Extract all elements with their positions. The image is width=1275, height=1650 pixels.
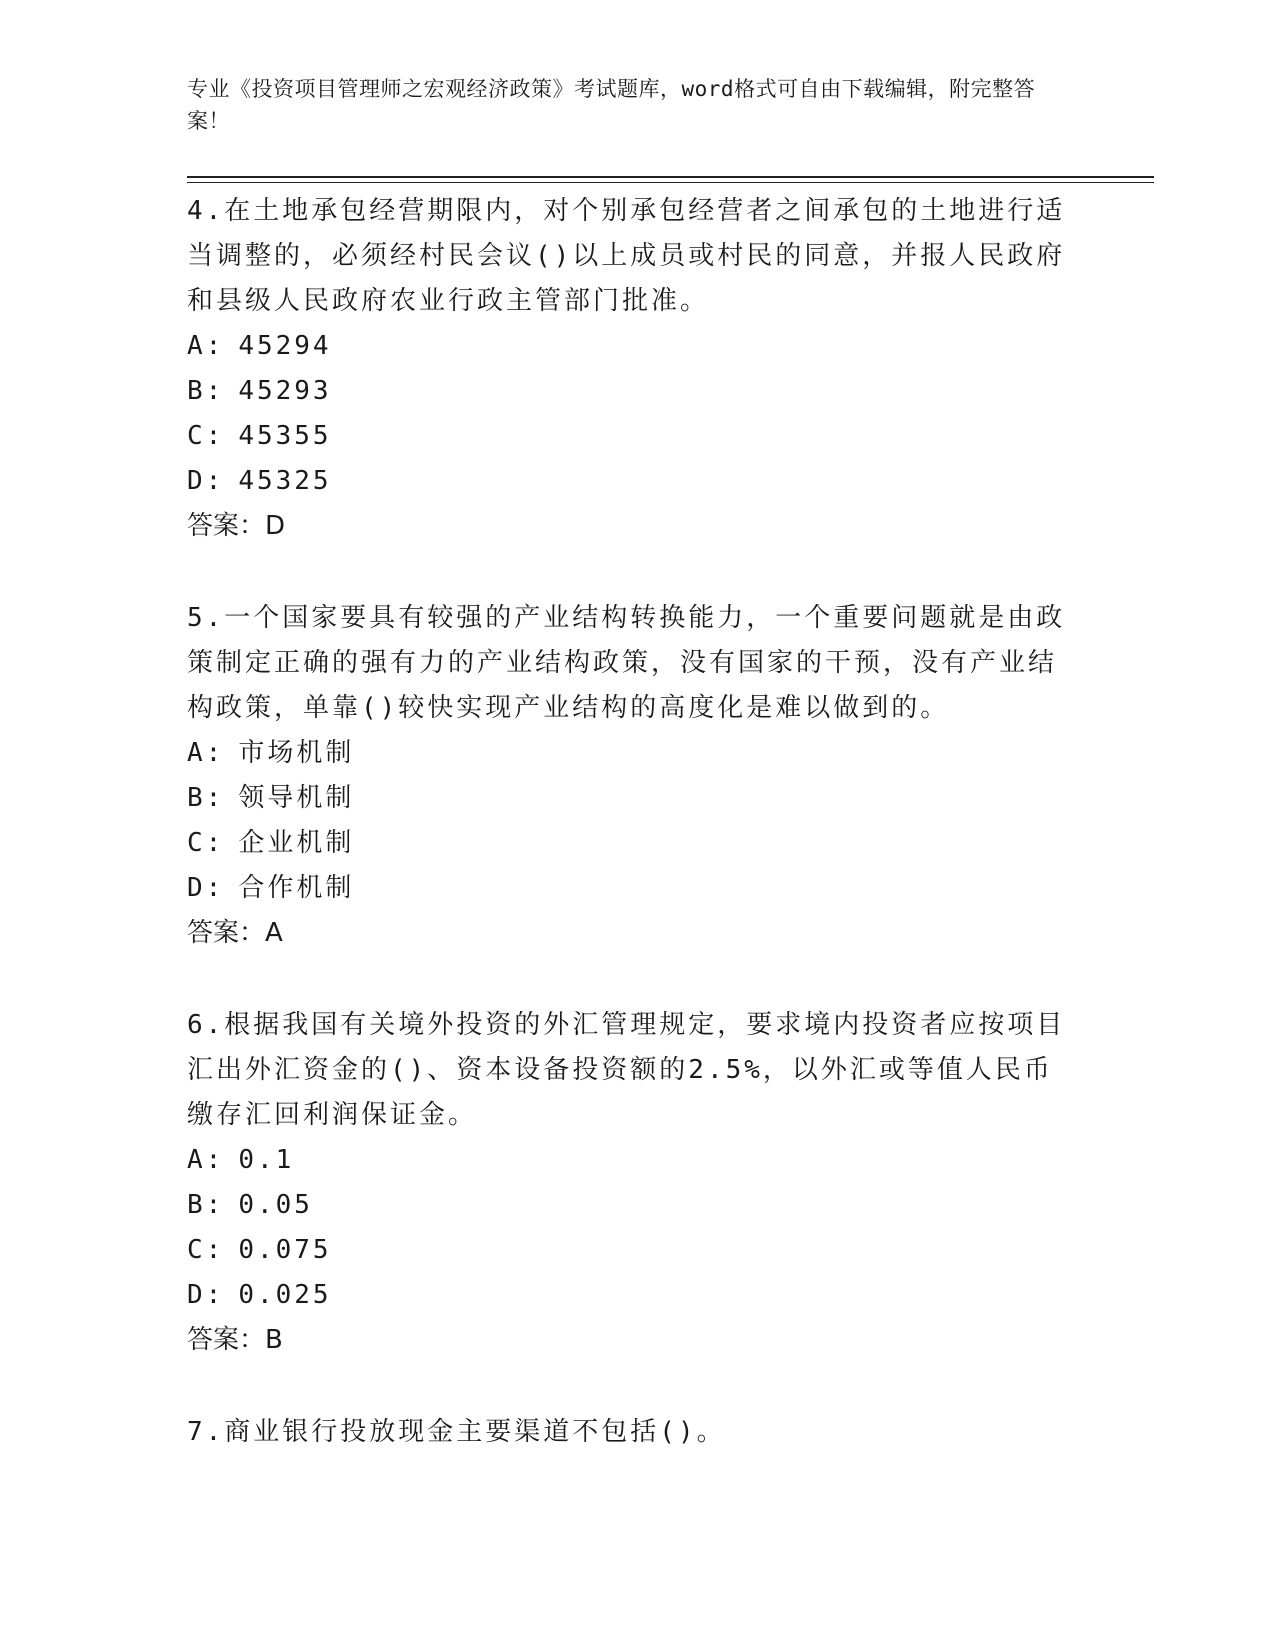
option-value: 45294 [238, 331, 332, 361]
option-a [187, 1138, 1067, 1183]
option-value: 45325 [238, 466, 332, 496]
header-divider [187, 176, 1154, 178]
option-letter: D: [187, 873, 225, 903]
header-divider-thin [187, 182, 1154, 183]
question-text: 4.在土地承包经营期限内，对个别承包经营者之间承包的土地进行适当调整的，必须经村民会议()以上成员或村民的同意，并报人民政府和县级人民政府农业行政主管部门批准。 [187, 196, 1066, 316]
option-a [187, 731, 1067, 776]
option-value: 企业机制 [238, 828, 355, 858]
option-d [187, 866, 1067, 911]
question-text: 5.一个国家要具有较强的产业结构转换能力，一个重要问题就是由政策制定正确的强有力的产业结构政策，没有国家的干预，没有产业结构政策，单靠()较快实现产业结构的高度化是难以做到的。 [187, 603, 1066, 723]
option-value: 45293 [238, 376, 332, 406]
option-value: 合作机制 [238, 873, 355, 903]
option-letter: A: [187, 738, 225, 768]
option-b [187, 1183, 1067, 1228]
option-letter: A: [187, 331, 225, 361]
option-letter: C: [187, 421, 225, 451]
option-d [187, 1273, 1067, 1318]
option-letter: B: [187, 376, 225, 406]
option-c [187, 1228, 1067, 1273]
option-b [187, 369, 1067, 414]
option-letter: D: [187, 466, 225, 496]
option-letter: A: [187, 1145, 225, 1175]
question-list [187, 188, 1067, 1501]
question-4 [187, 188, 1067, 549]
option-value: 0.05 [238, 1190, 313, 1220]
option-letter: B: [187, 783, 225, 813]
option-a [187, 324, 1067, 369]
question-5 [187, 595, 1067, 956]
question-6 [187, 1002, 1067, 1363]
option-letter: B: [187, 1190, 225, 1220]
question-text: 6.根据我国有关境外投资的外汇管理规定，要求境内投资者应按项目汇出外汇资金的()、资本设备投资额的2.5%，以外汇或等值人民币缴存汇回利润保证金。 [187, 1010, 1066, 1130]
option-letter: C: [187, 1235, 225, 1265]
option-c [187, 414, 1067, 459]
document-header: 专业《投资项目管理师之宏观经济政策》考试题库，word格式可自由下载编辑，附完整答案！ [187, 77, 1036, 133]
question-7 [187, 1409, 1067, 1455]
option-d [187, 459, 1067, 504]
option-value: 0.1 [238, 1145, 295, 1175]
option-value: 0.025 [238, 1280, 332, 1310]
option-letter: C: [187, 828, 225, 858]
option-c [187, 821, 1067, 866]
option-b [187, 776, 1067, 821]
answer-line: 答案：D [187, 511, 286, 541]
answer-line: 答案：B [187, 1325, 283, 1355]
option-value: 0.075 [238, 1235, 332, 1265]
option-letter: D: [187, 1280, 225, 1310]
question-text: 7.商业银行投放现金主要渠道不包括()。 [187, 1417, 726, 1447]
option-value: 45355 [238, 421, 332, 451]
option-value: 市场机制 [238, 738, 355, 768]
answer-line: 答案：A [187, 918, 283, 948]
option-value: 领导机制 [238, 783, 355, 813]
